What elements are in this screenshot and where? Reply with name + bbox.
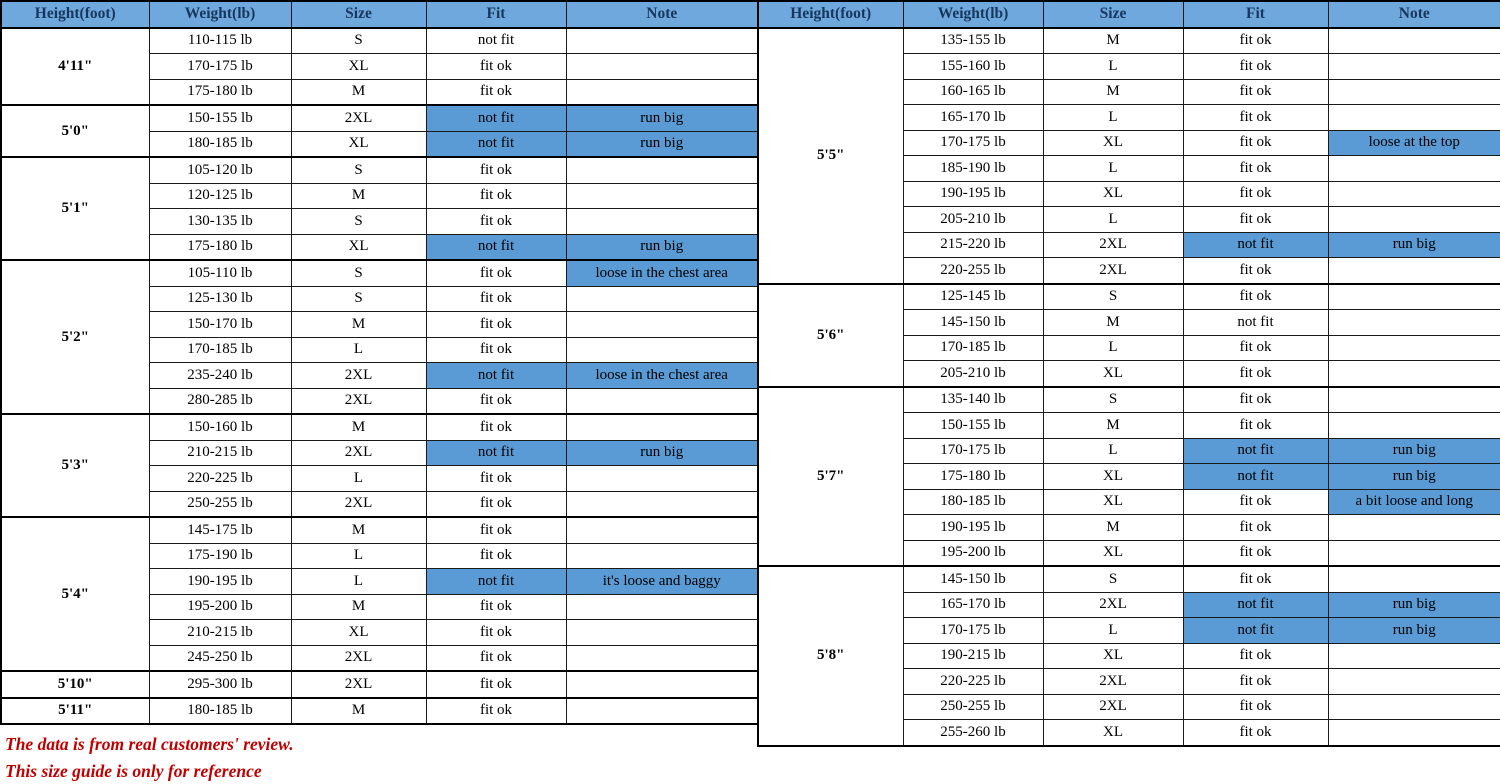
fit-cell: not fit xyxy=(426,105,566,131)
table-row xyxy=(1,28,758,54)
fit-cell: fit ok xyxy=(426,698,566,725)
weight-cell: 175-190 lb xyxy=(149,543,291,569)
size-cell: S xyxy=(1043,387,1183,413)
fit-cell: fit ok xyxy=(1183,258,1328,284)
note-cell xyxy=(566,698,758,725)
column-header-note: Note xyxy=(566,1,758,28)
height-cell: 4'11" xyxy=(1,28,149,106)
weight-cell: 190-215 lb xyxy=(903,643,1043,669)
weight-cell: 180-185 lb xyxy=(149,131,291,157)
note-cell xyxy=(566,414,758,440)
size-cell: 2XL xyxy=(291,388,426,414)
table-row xyxy=(1,517,758,543)
weight-cell: 280-285 lb xyxy=(149,388,291,414)
weight-cell: 245-250 lb xyxy=(149,645,291,671)
note-cell: loose at the top xyxy=(1328,130,1500,156)
fit-cell: not fit xyxy=(426,28,566,54)
fit-cell: fit ok xyxy=(1183,643,1328,669)
size-cell: 2XL xyxy=(291,105,426,131)
fit-cell: fit ok xyxy=(426,466,566,492)
weight-cell: 205-210 lb xyxy=(903,207,1043,233)
height-cell: 5'2" xyxy=(1,260,149,414)
weight-cell: 180-185 lb xyxy=(903,489,1043,515)
size-cell: M xyxy=(291,698,426,725)
note-cell xyxy=(566,517,758,543)
table-row xyxy=(1,157,758,183)
note-cell xyxy=(566,28,758,54)
weight-cell: 190-195 lb xyxy=(903,515,1043,541)
size-cell: 2XL xyxy=(1043,592,1183,618)
size-cell: M xyxy=(291,414,426,440)
fit-cell: fit ok xyxy=(1183,181,1328,207)
weight-cell: 110-115 lb xyxy=(149,28,291,54)
size-cell: XL xyxy=(291,54,426,80)
weight-cell: 150-155 lb xyxy=(903,413,1043,439)
weight-cell: 130-135 lb xyxy=(149,209,291,235)
fit-cell: fit ok xyxy=(1183,284,1328,310)
weight-cell: 120-125 lb xyxy=(149,183,291,209)
weight-cell: 150-170 lb xyxy=(149,312,291,338)
fit-cell: fit ok xyxy=(1183,694,1328,720)
weight-cell: 175-180 lb xyxy=(903,464,1043,490)
weight-cell: 125-145 lb xyxy=(903,284,1043,310)
column-header-height-foot: Height(foot) xyxy=(1,1,149,28)
fit-cell: fit ok xyxy=(1183,669,1328,695)
column-header-size: Size xyxy=(291,1,426,28)
size-cell: XL xyxy=(291,234,426,260)
size-cell: L xyxy=(291,569,426,595)
note-cell xyxy=(566,54,758,80)
column-header-fit: Fit xyxy=(426,1,566,28)
note-cell: a bit loose and long xyxy=(1328,489,1500,515)
fit-cell: fit ok xyxy=(1183,413,1328,439)
size-cell: XL xyxy=(1043,464,1183,490)
weight-cell: 145-150 lb xyxy=(903,566,1043,592)
size-cell: M xyxy=(291,517,426,543)
weight-cell: 135-140 lb xyxy=(903,387,1043,413)
table-body xyxy=(758,28,1500,746)
size-cell: XL xyxy=(1043,361,1183,387)
note-cell xyxy=(566,79,758,105)
note-cell xyxy=(566,491,758,517)
size-cell: L xyxy=(1043,207,1183,233)
note-cell xyxy=(566,286,758,312)
note-cell: run big xyxy=(566,440,758,466)
size-cell: 2XL xyxy=(291,645,426,671)
table-row xyxy=(1,414,758,440)
weight-cell: 170-185 lb xyxy=(149,337,291,363)
note-cell: loose in the chest area xyxy=(566,260,758,286)
weight-cell: 215-220 lb xyxy=(903,232,1043,258)
fit-cell: not fit xyxy=(1183,438,1328,464)
column-header-fit: Fit xyxy=(1183,1,1328,28)
fit-cell: fit ok xyxy=(1183,489,1328,515)
note-cell: run big xyxy=(566,131,758,157)
note-cell xyxy=(1328,79,1500,105)
height-cell: 5'0" xyxy=(1,105,149,157)
weight-cell: 185-190 lb xyxy=(903,156,1043,182)
weight-cell: 250-255 lb xyxy=(149,491,291,517)
size-cell: L xyxy=(291,337,426,363)
size-cell: 2XL xyxy=(291,440,426,466)
table-header xyxy=(1,1,758,28)
note-cell xyxy=(1328,694,1500,720)
size-cell: M xyxy=(1043,28,1183,54)
note-cell xyxy=(1328,105,1500,131)
weight-cell: 170-175 lb xyxy=(903,130,1043,156)
size-cell: XL xyxy=(1043,540,1183,566)
table-header xyxy=(758,1,1500,28)
fit-cell: fit ok xyxy=(1183,156,1328,182)
size-guide-table-right xyxy=(757,0,1500,747)
fit-cell: fit ok xyxy=(1183,207,1328,233)
weight-cell: 135-155 lb xyxy=(903,28,1043,54)
size-cell: XL xyxy=(1043,181,1183,207)
fit-cell: fit ok xyxy=(1183,54,1328,80)
fit-cell: fit ok xyxy=(426,620,566,646)
weight-cell: 250-255 lb xyxy=(903,694,1043,720)
table-row xyxy=(1,698,758,725)
height-cell: 5'4" xyxy=(1,517,149,671)
weight-cell: 145-175 lb xyxy=(149,517,291,543)
note-cell xyxy=(566,312,758,338)
column-header-size: Size xyxy=(1043,1,1183,28)
size-cell: XL xyxy=(1043,130,1183,156)
fit-cell: fit ok xyxy=(1183,361,1328,387)
weight-cell: 205-210 lb xyxy=(903,361,1043,387)
height-cell: 5'6" xyxy=(758,284,903,387)
weight-cell: 150-155 lb xyxy=(149,105,291,131)
note-cell: run big xyxy=(1328,592,1500,618)
size-cell: 2XL xyxy=(1043,232,1183,258)
size-cell: 2XL xyxy=(1043,694,1183,720)
note-cell xyxy=(566,388,758,414)
size-cell: XL xyxy=(1043,643,1183,669)
weight-cell: 210-215 lb xyxy=(149,440,291,466)
note-cell xyxy=(1328,207,1500,233)
fit-cell: fit ok xyxy=(426,157,566,183)
fit-cell: not fit xyxy=(1183,464,1328,490)
table-row xyxy=(758,284,1500,310)
size-guide-table-left xyxy=(0,0,759,725)
weight-cell: 170-175 lb xyxy=(903,438,1043,464)
height-cell: 5'1" xyxy=(1,157,149,260)
weight-cell: 165-170 lb xyxy=(903,105,1043,131)
note-cell xyxy=(1328,54,1500,80)
note-cell xyxy=(566,157,758,183)
size-cell: L xyxy=(1043,105,1183,131)
fit-cell: not fit xyxy=(426,234,566,260)
table-row xyxy=(1,260,758,286)
fit-cell: fit ok xyxy=(426,388,566,414)
column-header-weight-lb: Weight(lb) xyxy=(149,1,291,28)
fit-cell: fit ok xyxy=(1183,28,1328,54)
fit-cell: fit ok xyxy=(1183,335,1328,361)
weight-cell: 145-150 lb xyxy=(903,310,1043,336)
footer-disclaimer-line-1: The data is from real customers' review. xyxy=(5,734,294,754)
note-cell xyxy=(1328,566,1500,592)
column-header-height-foot: Height(foot) xyxy=(758,1,903,28)
size-cell: S xyxy=(291,260,426,286)
fit-cell: fit ok xyxy=(426,79,566,105)
note-cell xyxy=(566,543,758,569)
weight-cell: 255-260 lb xyxy=(903,720,1043,746)
table-row xyxy=(758,28,1500,54)
header-row xyxy=(1,1,758,28)
note-cell xyxy=(566,209,758,235)
fit-cell: not fit xyxy=(426,569,566,595)
size-cell: S xyxy=(291,286,426,312)
note-cell: run big xyxy=(1328,618,1500,644)
fit-cell: fit ok xyxy=(1183,105,1328,131)
weight-cell: 125-130 lb xyxy=(149,286,291,312)
table-row xyxy=(758,387,1500,413)
size-cell: M xyxy=(1043,310,1183,336)
height-cell: 5'5" xyxy=(758,28,903,284)
size-cell: XL xyxy=(1043,489,1183,515)
note-cell xyxy=(1328,515,1500,541)
height-cell: 5'3" xyxy=(1,414,149,517)
size-cell: L xyxy=(1043,54,1183,80)
weight-cell: 210-215 lb xyxy=(149,620,291,646)
weight-cell: 220-225 lb xyxy=(149,466,291,492)
size-cell: S xyxy=(291,157,426,183)
size-cell: L xyxy=(291,543,426,569)
size-cell: L xyxy=(1043,156,1183,182)
note-cell xyxy=(566,671,758,698)
size-cell: M xyxy=(291,183,426,209)
size-cell: S xyxy=(1043,284,1183,310)
weight-cell: 180-185 lb xyxy=(149,698,291,725)
weight-cell: 170-175 lb xyxy=(903,618,1043,644)
weight-cell: 190-195 lb xyxy=(903,181,1043,207)
fit-cell: fit ok xyxy=(426,594,566,620)
fit-cell: not fit xyxy=(1183,592,1328,618)
weight-cell: 155-160 lb xyxy=(903,54,1043,80)
size-cell: L xyxy=(1043,438,1183,464)
note-cell: run big xyxy=(1328,438,1500,464)
note-cell xyxy=(566,337,758,363)
header-row xyxy=(758,1,1500,28)
weight-cell: 295-300 lb xyxy=(149,671,291,698)
size-cell: 2XL xyxy=(291,491,426,517)
height-cell: 5'10" xyxy=(1,671,149,698)
weight-cell: 175-180 lb xyxy=(149,234,291,260)
size-cell: M xyxy=(291,312,426,338)
weight-cell: 220-255 lb xyxy=(903,258,1043,284)
fit-cell: fit ok xyxy=(426,543,566,569)
column-header-weight-lb: Weight(lb) xyxy=(903,1,1043,28)
weight-cell: 170-175 lb xyxy=(149,54,291,80)
size-cell: XL xyxy=(291,131,426,157)
weight-cell: 220-225 lb xyxy=(903,669,1043,695)
size-cell: M xyxy=(1043,79,1183,105)
size-cell: M xyxy=(1043,515,1183,541)
fit-cell: fit ok xyxy=(1183,720,1328,746)
weight-cell: 190-195 lb xyxy=(149,569,291,595)
size-cell: L xyxy=(1043,618,1183,644)
size-cell: L xyxy=(1043,335,1183,361)
size-cell: M xyxy=(291,594,426,620)
note-cell xyxy=(1328,361,1500,387)
weight-cell: 170-185 lb xyxy=(903,335,1043,361)
note-cell: it's loose and baggy xyxy=(566,569,758,595)
note-cell xyxy=(1328,28,1500,54)
height-cell: 5'11" xyxy=(1,698,149,725)
note-cell xyxy=(1328,156,1500,182)
weight-cell: 105-110 lb xyxy=(149,260,291,286)
fit-cell: fit ok xyxy=(426,183,566,209)
table-row xyxy=(1,671,758,698)
weight-cell: 165-170 lb xyxy=(903,592,1043,618)
size-cell: M xyxy=(291,79,426,105)
fit-cell: not fit xyxy=(426,363,566,389)
note-cell xyxy=(566,594,758,620)
note-cell xyxy=(1328,335,1500,361)
size-cell: S xyxy=(1043,566,1183,592)
weight-cell: 175-180 lb xyxy=(149,79,291,105)
fit-cell: fit ok xyxy=(426,414,566,440)
weight-cell: 195-200 lb xyxy=(149,594,291,620)
column-header-note: Note xyxy=(1328,1,1500,28)
fit-cell: fit ok xyxy=(426,312,566,338)
note-cell: run big xyxy=(1328,232,1500,258)
note-cell: run big xyxy=(1328,464,1500,490)
size-cell: XL xyxy=(291,620,426,646)
size-cell: 2XL xyxy=(291,363,426,389)
note-cell xyxy=(566,645,758,671)
size-cell: M xyxy=(1043,413,1183,439)
note-cell xyxy=(1328,387,1500,413)
table-row xyxy=(1,105,758,131)
note-cell xyxy=(1328,720,1500,746)
weight-cell: 195-200 lb xyxy=(903,540,1043,566)
note-cell xyxy=(1328,669,1500,695)
fit-cell: fit ok xyxy=(426,260,566,286)
note-cell xyxy=(1328,310,1500,336)
weight-cell: 160-165 lb xyxy=(903,79,1043,105)
note-cell xyxy=(1328,284,1500,310)
note-cell xyxy=(1328,181,1500,207)
fit-cell: not fit xyxy=(1183,232,1328,258)
note-cell: run big xyxy=(566,105,758,131)
fit-cell: fit ok xyxy=(1183,130,1328,156)
note-cell xyxy=(1328,643,1500,669)
fit-cell: fit ok xyxy=(426,54,566,80)
fit-cell: not fit xyxy=(426,131,566,157)
height-cell: 5'7" xyxy=(758,387,903,567)
note-cell xyxy=(566,620,758,646)
fit-cell: fit ok xyxy=(426,671,566,698)
fit-cell: fit ok xyxy=(426,645,566,671)
fit-cell: fit ok xyxy=(426,209,566,235)
note-cell xyxy=(566,466,758,492)
note-cell xyxy=(1328,413,1500,439)
note-cell: run big xyxy=(566,234,758,260)
fit-cell: fit ok xyxy=(426,517,566,543)
table-body xyxy=(1,28,758,725)
fit-cell: not fit xyxy=(426,440,566,466)
fit-cell: fit ok xyxy=(1183,387,1328,413)
note-cell xyxy=(1328,540,1500,566)
fit-cell: fit ok xyxy=(426,286,566,312)
size-cell: S xyxy=(291,209,426,235)
size-cell: 2XL xyxy=(1043,258,1183,284)
note-cell xyxy=(566,183,758,209)
size-cell: 2XL xyxy=(1043,669,1183,695)
size-cell: XL xyxy=(1043,720,1183,746)
weight-cell: 235-240 lb xyxy=(149,363,291,389)
weight-cell: 105-120 lb xyxy=(149,157,291,183)
size-cell: 2XL xyxy=(291,671,426,698)
fit-cell: fit ok xyxy=(1183,515,1328,541)
note-cell: loose in the chest area xyxy=(566,363,758,389)
size-cell: L xyxy=(291,466,426,492)
footer-disclaimer-line-2: This size guide is only for reference xyxy=(5,761,262,781)
fit-cell: fit ok xyxy=(426,337,566,363)
fit-cell: not fit xyxy=(1183,618,1328,644)
fit-cell: fit ok xyxy=(1183,540,1328,566)
weight-cell: 150-160 lb xyxy=(149,414,291,440)
fit-cell: fit ok xyxy=(1183,79,1328,105)
note-cell xyxy=(1328,258,1500,284)
fit-cell: fit ok xyxy=(426,491,566,517)
size-cell: S xyxy=(291,28,426,54)
table-row xyxy=(758,566,1500,592)
fit-cell: not fit xyxy=(1183,310,1328,336)
fit-cell: fit ok xyxy=(1183,566,1328,592)
height-cell: 5'8" xyxy=(758,566,903,746)
